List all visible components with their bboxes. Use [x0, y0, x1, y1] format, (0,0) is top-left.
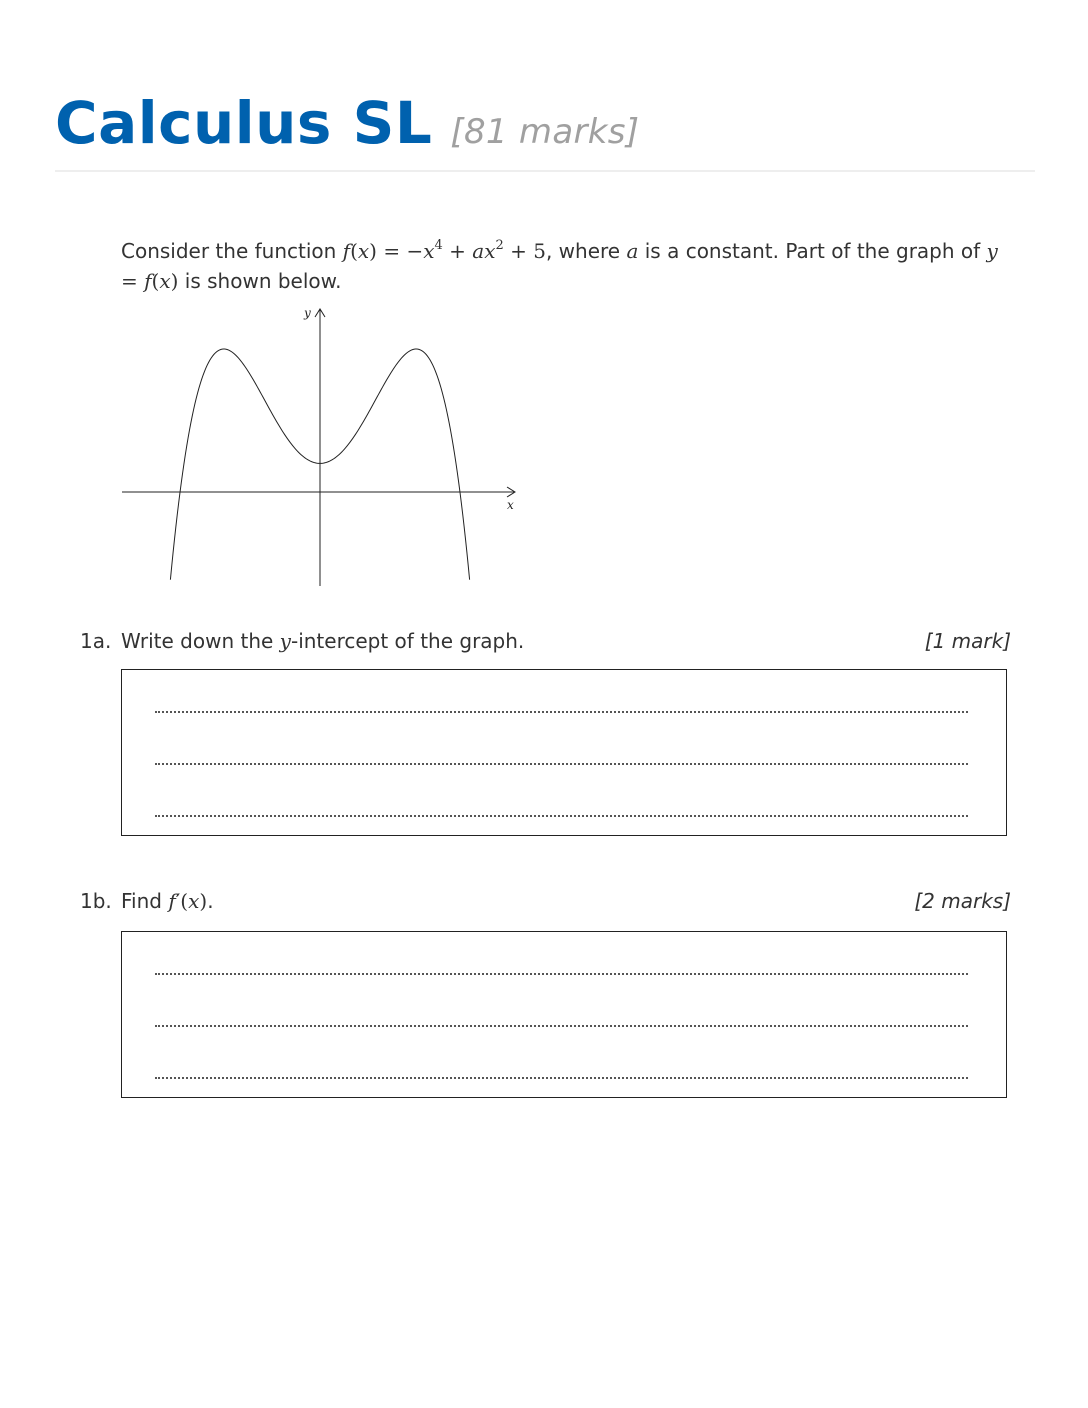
question-1b-text-before: Find [121, 889, 169, 913]
question-number-1b: 1b. [80, 889, 112, 913]
total-marks: [81 marks] [450, 112, 640, 152]
answer-line [155, 1025, 968, 1027]
answer-box-1b[interactable] [121, 931, 1007, 1098]
question-intro [121, 236, 1001, 296]
question-1a-text-after: -intercept of the graph. [290, 629, 525, 653]
question-number-1a: 1a. [80, 629, 112, 653]
answer-line [155, 973, 968, 975]
answer-line [155, 763, 968, 765]
intro-text-1: Consider the function [121, 239, 343, 263]
page-header [55, 88, 1035, 172]
question-marks-1b: [2 marks] [914, 889, 1011, 913]
answer-line [155, 1077, 968, 1079]
intro-text-2: , where [545, 239, 627, 263]
graph-equation: y = f(x) [121, 239, 998, 293]
answer-line [155, 711, 968, 713]
function-definition: $f(x) = -x^4 + ax^2 + 5$ [342, 238, 546, 263]
x-axis-label: x [507, 498, 514, 512]
question-1a-symbol: y [279, 629, 291, 653]
answer-box-1a[interactable] [121, 669, 1007, 836]
question-marks-1a: [1 mark] [924, 629, 1011, 653]
question-text-1b [121, 889, 214, 913]
intro-text-4: is shown below. [178, 269, 342, 293]
derivative-expression: f′(x) [168, 889, 208, 913]
question-1b-text-after: . [207, 889, 214, 913]
constant-symbol: a [626, 239, 639, 263]
answer-line [155, 815, 968, 817]
y-axis-label: y [304, 306, 311, 320]
page-title: Calculus SL [55, 89, 433, 157]
function-graph [118, 302, 528, 592]
question-1a-text-before: Write down the [121, 629, 280, 653]
intro-text-3: is a constant. Part of the graph of [638, 239, 987, 263]
question-text-1a [121, 629, 524, 653]
